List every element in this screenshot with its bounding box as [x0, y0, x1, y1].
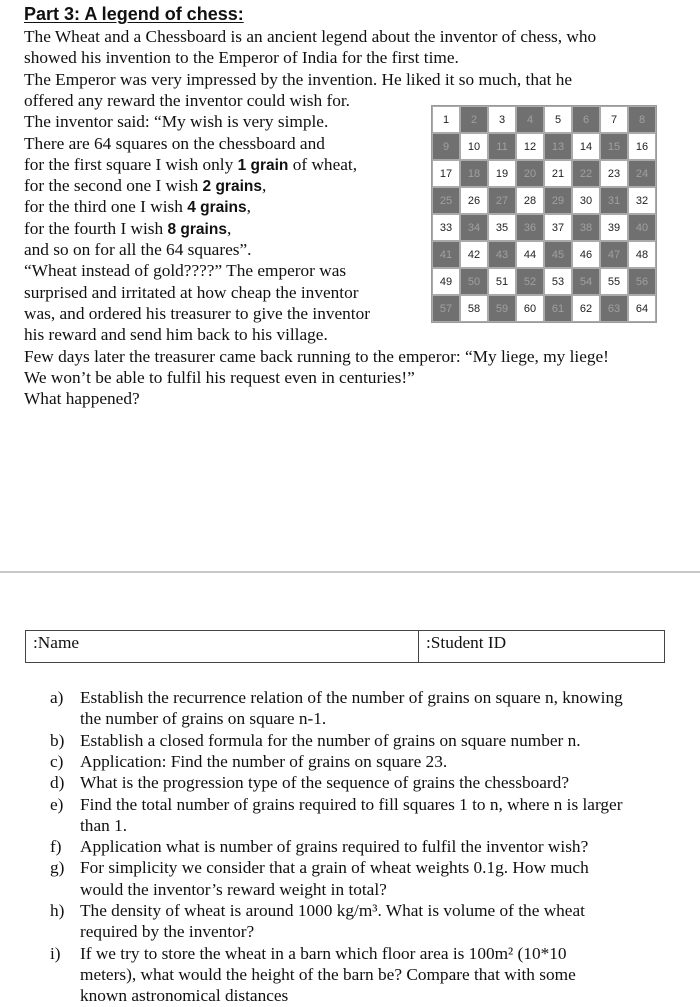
- chessboard-square: 38: [572, 214, 600, 241]
- question-text: known astronomical distances: [80, 986, 289, 1006]
- question-item: [50, 943, 670, 1007]
- question-label: e): [50, 794, 64, 814]
- question-item: [50, 857, 670, 900]
- chessboard-square: 34: [460, 214, 488, 241]
- chessboard-square: 7: [600, 106, 628, 133]
- chessboard-square: 49: [432, 268, 460, 295]
- chessboard-square: 51: [488, 268, 516, 295]
- chessboard-square: 26: [460, 187, 488, 214]
- intro-line: [24, 388, 140, 409]
- chessboard-square: 53: [544, 268, 572, 295]
- question-item: [50, 794, 670, 837]
- chessboard-square: 17: [432, 160, 460, 187]
- bold-text: 4 grains: [187, 199, 247, 217]
- question-label: c): [50, 751, 64, 771]
- question-text: The density of wheat is around 1000 kg/m³. What is volume of the wheat: [80, 901, 585, 920]
- question-label: h): [50, 901, 65, 920]
- bold-text: 2 grains: [202, 178, 262, 196]
- question-item: [50, 751, 670, 772]
- chessboard-square: 8: [628, 106, 656, 133]
- text: for the first square I wish only: [24, 154, 238, 174]
- chessboard-square: 3: [488, 106, 516, 133]
- question-label: a): [50, 688, 64, 707]
- text: offered any reward the inventor could wish for.: [24, 90, 350, 110]
- chessboard-square: 44: [516, 241, 544, 268]
- chessboard-square: 2: [460, 106, 488, 133]
- chessboard-square: 54: [572, 268, 600, 295]
- text: for the second one I wish: [24, 176, 203, 196]
- chessboard-square: 14: [572, 133, 600, 160]
- chessboard-square: 32: [628, 187, 656, 214]
- chessboard-square: 24: [628, 160, 656, 187]
- chessboard-square: 4: [516, 106, 544, 133]
- chessboard-square: 50: [460, 268, 488, 295]
- intro-line: [24, 346, 609, 367]
- chessboard-square: 64: [628, 295, 656, 322]
- text: surprised and irritated at how cheap the inventor: [24, 282, 359, 302]
- question-item: [50, 772, 670, 793]
- chessboard-square: 48: [628, 241, 656, 268]
- chessboard-square: 31: [600, 187, 628, 214]
- section-title: Part 3: A legend of chess:: [24, 4, 244, 24]
- text: The inventor said: “My wish is very simple.: [24, 112, 329, 132]
- chessboard-square: 22: [572, 160, 600, 187]
- chessboard-square: 25: [432, 187, 460, 214]
- question-text: Find the total number of grains required to fill squares 1 to n, where n is larger: [80, 794, 623, 814]
- chessboard-square: 55: [600, 268, 628, 295]
- question-label: f): [50, 837, 62, 857]
- question-item: [50, 730, 670, 751]
- chessboard-square: 16: [628, 133, 656, 160]
- text: showed his invention to the Emperor of India for the first time.: [24, 48, 459, 68]
- chessboard-square: 5: [544, 106, 572, 133]
- question-text: If we try to store the wheat in a barn which floor area is 100m² (10*10: [80, 943, 567, 963]
- name-field[interactable]: :Name: [26, 631, 419, 662]
- student-info-table: [25, 630, 665, 663]
- text: There are 64 squares on the chessboard and: [24, 133, 325, 153]
- text: his reward and send him back to his village.: [24, 325, 328, 345]
- question-text: required by the inventor?: [80, 922, 255, 942]
- intro-line: [24, 196, 251, 218]
- chessboard-square: 33: [432, 214, 460, 241]
- chessboard-square: 21: [544, 160, 572, 187]
- intro-line: [24, 154, 357, 176]
- chessboard-square: 45: [544, 241, 572, 268]
- chessboard-square: 37: [544, 214, 572, 241]
- intro-line: [24, 26, 596, 47]
- question-text: Application what is number of grains required to fulfil the inventor wish?: [80, 837, 589, 857]
- intro-line: [24, 303, 370, 324]
- text: The Wheat and a Chessboard is an ancient legend about the inventor of chess, who: [24, 27, 597, 46]
- chessboard-square: 6: [572, 106, 600, 133]
- chessboard-square: 9: [432, 133, 460, 160]
- divider: [0, 571, 700, 573]
- chessboard-square: 63: [600, 295, 628, 322]
- chessboard-square: 60: [516, 295, 544, 322]
- question-text: than 1.: [80, 815, 128, 835]
- chessboard-square: 20: [516, 160, 544, 187]
- question-item: [50, 900, 670, 943]
- bold-text: 1 grain: [237, 156, 289, 174]
- intro-line: [24, 69, 572, 90]
- chessboard-square: 40: [628, 214, 656, 241]
- chessboard-square: 27: [488, 187, 516, 214]
- chessboard-square: 41: [432, 241, 460, 268]
- chessboard-square: 43: [488, 241, 516, 268]
- text: ,: [261, 176, 267, 196]
- chessboard-square: 23: [600, 160, 628, 187]
- question-text: Establish the recurrence relation of the number of grains on square n, knowing: [80, 688, 623, 707]
- chessboard-square: 19: [488, 160, 516, 187]
- chessboard-square: 12: [516, 133, 544, 160]
- question-label: i): [50, 943, 61, 963]
- student-id-field[interactable]: :Student ID: [426, 633, 507, 652]
- intro-line: [24, 47, 459, 68]
- intro-line: [24, 133, 325, 154]
- chessboard-square: 28: [516, 187, 544, 214]
- text: for the third one I wish: [24, 197, 188, 217]
- text: We won’t be able to fulfil his request even in centuries!”: [24, 367, 415, 387]
- chessboard-square: 39: [600, 214, 628, 241]
- chessboard-image: [431, 105, 657, 323]
- question-text: For simplicity we consider that a grain of wheat weights 0.1g. How much: [80, 858, 589, 878]
- chessboard-square: 56: [628, 268, 656, 295]
- question-text: would the inventor’s reward weight in total?: [80, 879, 387, 899]
- chessboard-square: 30: [572, 187, 600, 214]
- intro-line: [24, 367, 415, 388]
- chessboard-square: 13: [544, 133, 572, 160]
- chessboard-square: 47: [600, 241, 628, 268]
- chessboard-square: 35: [488, 214, 516, 241]
- question-text: What is the progression type of the sequence of grains the chessboard?: [80, 773, 569, 793]
- question-text: meters), what would the height of the barn be? Compare that with some: [80, 964, 576, 984]
- question-text: Establish a closed formula for the number of grains on square number n.: [80, 730, 581, 750]
- intro-line: [24, 324, 328, 345]
- question-label: d): [50, 773, 65, 793]
- chessboard-square: 61: [544, 295, 572, 322]
- question-text: the number of grains on square n-1.: [80, 709, 327, 729]
- text: What happened?: [24, 389, 140, 409]
- bold-text: 8 grains: [167, 220, 227, 238]
- chessboard-square: 15: [600, 133, 628, 160]
- text: Few days later the treasurer came back running to the emperor: “My liege, my liege!: [24, 346, 609, 366]
- text: was, and ordered his treasurer to give the inventor: [24, 303, 370, 323]
- chessboard-square: 10: [460, 133, 488, 160]
- question-text: Application: Find the number of grains on square 23.: [80, 751, 448, 771]
- question-item: [50, 836, 670, 857]
- text: and so on for all the 64 squares”.: [24, 240, 252, 259]
- chessboard-square: 29: [544, 187, 572, 214]
- chessboard-square: 11: [488, 133, 516, 160]
- question-label: b): [50, 730, 65, 750]
- chessboard-square: 57: [432, 295, 460, 322]
- text: for the fourth I wish: [24, 218, 168, 238]
- chessboard-square: 46: [572, 241, 600, 268]
- chessboard-square: 52: [516, 268, 544, 295]
- intro-line: [24, 260, 346, 281]
- chessboard-square: 62: [572, 295, 600, 322]
- intro-line: [24, 282, 358, 303]
- chessboard-square: 59: [488, 295, 516, 322]
- text: ,: [226, 218, 232, 238]
- intro-line: [24, 111, 328, 132]
- intro-line: [24, 239, 251, 260]
- chessboard-square: 36: [516, 214, 544, 241]
- intro-line: [24, 90, 350, 111]
- question-item: [50, 687, 670, 730]
- chessboard-square: 18: [460, 160, 488, 187]
- text: ,: [246, 197, 251, 217]
- chessboard-square: 1: [432, 106, 460, 133]
- intro-line: [24, 175, 266, 197]
- chessboard-square: 58: [460, 295, 488, 322]
- text: The Emperor was very impressed by the invention. He liked it so much, that he: [24, 69, 573, 89]
- question-label: g): [50, 858, 65, 878]
- text: “Wheat instead of gold????” The emperor was: [24, 261, 347, 281]
- chessboard-square: 42: [460, 241, 488, 268]
- intro-line: [24, 218, 231, 240]
- text: of wheat,: [288, 154, 358, 174]
